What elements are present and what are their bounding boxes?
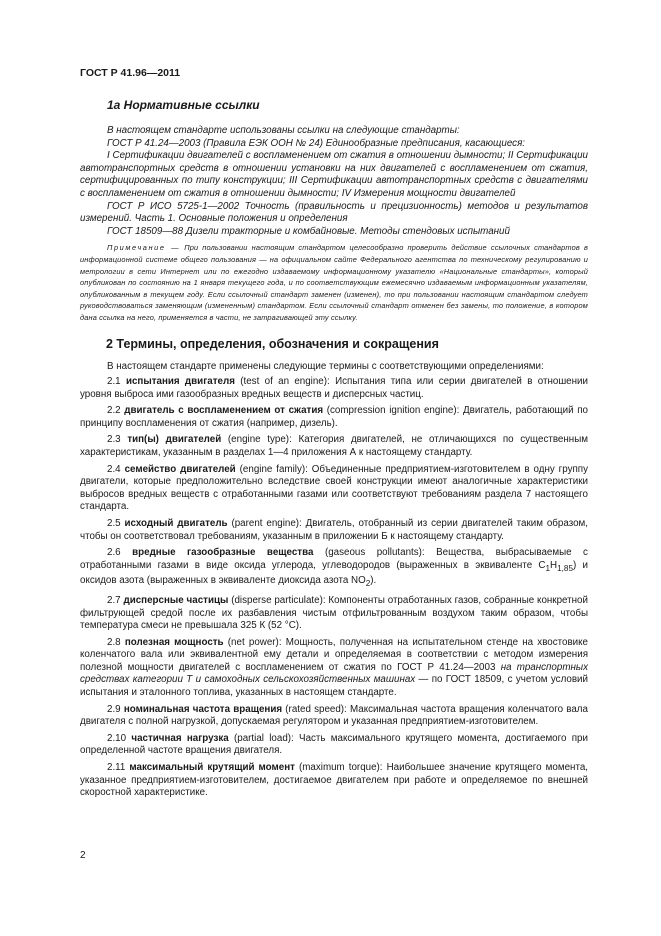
page-number: 2 <box>80 850 86 861</box>
term-english: (engine type): <box>227 434 292 446</box>
term-2-5 <box>80 518 588 543</box>
term-english: (test of an engine): <box>240 376 330 388</box>
subscript: 1 <box>545 563 551 573</box>
term-number: 2.9 <box>107 703 121 715</box>
term-2-9 <box>80 704 588 729</box>
term-name: полезная мощность <box>124 636 224 648</box>
term-english: (partial load): <box>234 732 294 744</box>
reference-gost-18509: ГОСТ 18509—88 Дизели тракторные и комбайновые. Методы стендовых испытаний <box>107 225 510 237</box>
term-english: (disperse particulate): <box>231 594 326 606</box>
term-english: (compression ignition engine): <box>326 405 460 417</box>
term-2-7 <box>80 595 588 633</box>
term-number: 2.7 <box>107 594 121 606</box>
term-number: 2.8 <box>107 636 121 648</box>
term-definition: Мощность, полученная на испытательном стенде на хвостовике коленчатого вала или эквивалентной ему детали и определяемая в соответствии с методом измерения полезной мощности двигателей с воспламенением от сжатия по ГОСТ Р 41.24—2003 <box>80 636 588 673</box>
term-english: (gaseous pollutants): <box>324 547 425 559</box>
term-number: 2.3 <box>107 434 121 446</box>
term-name: семейство двигателей <box>124 463 236 475</box>
term-name: дисперсные частицы <box>123 594 229 606</box>
term-definition: — по ГОСТ 18509, с учетом условий испытания и эталонного топлива, указанных в настоящем стандарте. <box>80 674 588 699</box>
section-2-title: 2 Термины, определения, обозначения и сокращения <box>106 336 439 351</box>
subscript: 2 <box>365 579 371 589</box>
reference-note <box>80 242 588 323</box>
term-2-11 <box>80 762 588 800</box>
term-name: частичная нагрузка <box>131 732 229 744</box>
term-definition: ). <box>370 575 377 587</box>
reference-gost-41-24-items: I Сертификации двигателей с воспламенением от сжатия в отношении дымности; II Сертификации автотранспортных средств в отношении установки на них двигателей с воспламенением от сжатия, сертифицированных по типу конструкции; III Сертификации автотранспортных средств с двигателями с воспламенением от сжатия в отношении дымности; IV Измерения мощности двигателей <box>80 150 588 199</box>
note-text: При пользовании настоящим стандартом целесообразно проверить действие ссылочных стандартов в информационной системе общего пользования — на официальном сайте Федерального агентства по техническому регулированию и метрологии в сети Интернет или по ежегодно издаваемому информационному указателю «Национальные стандарты», который опубликован по состоянию на 1 января текущего года, и по соответствующим ежемесячно издаваемым информационным указателям, опубликованным в текущем году. Если ссылочный стандарт заменен (изменен), то при пользовании настоящим стандартом следует руководствоваться заменяющим (измененным) стандартом. Если ссылочный стандарт отменен без замены, то положение, в котором дана ссылка на него, применяется в части, не затрагивающей эту ссылку. <box>80 243 588 322</box>
term-name: вредные газообразные вещества <box>132 547 314 559</box>
term-name: максимальный крутящий момент <box>129 762 295 774</box>
term-definition: H <box>550 559 558 571</box>
term-2-3 <box>80 434 588 459</box>
term-definition: ) и оксидов азота (выраженных в эквиваленте диоксида азота NO <box>80 559 588 587</box>
term-definition: Вещества, выбрасываемые с отработанными газами в виде оксида углерода, углеводородов (выраженных в эквиваленте C <box>80 547 588 571</box>
term-number: 2.11 <box>107 762 126 774</box>
term-english: (parent engine): <box>231 518 302 530</box>
term-number: 2.2 <box>107 405 121 417</box>
term-2-2 <box>80 405 588 430</box>
reference-gost-41-24: ГОСТ Р 41.24—2003 (Правила ЕЭК ООН № 24) Единообразные предписания, касающиеся: <box>107 137 526 149</box>
note-label: Примечание — <box>107 243 181 253</box>
term-2-1 <box>80 376 588 401</box>
term-2-10 <box>80 733 588 758</box>
term-definition: Категория двигателей, не отличающихся по существенным характеристикам, указанным в разделах 1—4 приложения А к настоящему стандарту. <box>80 434 588 459</box>
term-name: тип(ы) двигателей <box>127 434 222 446</box>
term-english: (net power): <box>227 636 282 648</box>
term-2-8 <box>80 637 588 700</box>
term-definition: Максимальная частота вращения коленчатого вала двигателя с полной нагрузкой, допускаемая регулятором и указанная предприятием-изготовителем. <box>80 703 588 728</box>
section-2-intro: В настоящем стандарте применены следующие термины с соответствующими определениями: <box>107 360 544 372</box>
term-definition: Наибольшее значение крутящего момента, указанное предприятием-изготовителем, достигаемое двигателем при работе и определяемое по внешней скоростной характеристике. <box>80 762 588 799</box>
term-name: номинальная частота вращения <box>123 703 283 715</box>
term-definition: Объединенные предприятием-изготовителем в одну группу двигатели, которые предположительно вследствие своей конструкции имеют аналогичные характеристики выбросов вредных веществ с отработанными газами или соответствуют требованиям раздела 7 настоящего стандарта. <box>80 463 588 513</box>
term-definition: Испытания типа или серии двигателей в отношении уровня выброса ими газообразных вредных веществ и дисперсных частиц. <box>80 376 588 400</box>
term-2-4 <box>80 464 588 514</box>
term-number: 2.5 <box>107 518 121 530</box>
reference-iso-5725: ГОСТ Р ИСО 5725-1—2002 Точность (правильность и прецизионность) методов и результатов измерений. Часть 1. Основные положения и определения <box>80 200 588 225</box>
term-number: 2.1 <box>107 376 121 388</box>
term-number: 2.10 <box>107 732 127 744</box>
term-english: (maximum torque): <box>299 762 383 774</box>
term-2-6 <box>80 547 588 591</box>
term-definition-italic: на транспортных средствах категории Т и самоходных сельскохозяйственных машинах <box>80 661 588 686</box>
section-1a-title: 1а Нормативные ссылки <box>107 98 260 112</box>
term-name: двигатель с воспламенением от сжатия <box>124 405 324 417</box>
term-name: испытания двигателя <box>125 376 235 388</box>
term-number: 2.6 <box>107 547 121 559</box>
section-1a-intro: В настоящем стандарте использованы ссылки на следующие стандарты: <box>107 125 460 136</box>
term-name: исходный двигатель <box>124 518 228 530</box>
term-number: 2.4 <box>107 463 121 475</box>
page-content <box>80 98 588 804</box>
term-english: (rated speed): <box>285 703 347 715</box>
document-header: ГОСТ Р 41.96—2011 <box>80 67 181 79</box>
term-definition: Компоненты отработанных газов, собранные конкретной фильтрующей средой после их разбавления чистым отфильтрованным воздухом таким образом, чтобы температура смеси не превышала 325 К (52 °С). <box>80 594 588 632</box>
term-english: (engine family): <box>239 463 308 475</box>
subscript: 1,85 <box>557 563 573 573</box>
term-definition: Часть максимального крутящего момента, достигаемого при определенной частоте вращения двигателя. <box>80 732 588 757</box>
term-definition: Двигатель, работающий по принципу воспламенения от сжатия (например, дизель). <box>80 405 588 429</box>
term-definition: Двигатель, отобранный из серии двигателей таким образом, чтобы он соответствовал требованиям, указанным в приложении Б к настоящему стандарту. <box>80 518 588 542</box>
